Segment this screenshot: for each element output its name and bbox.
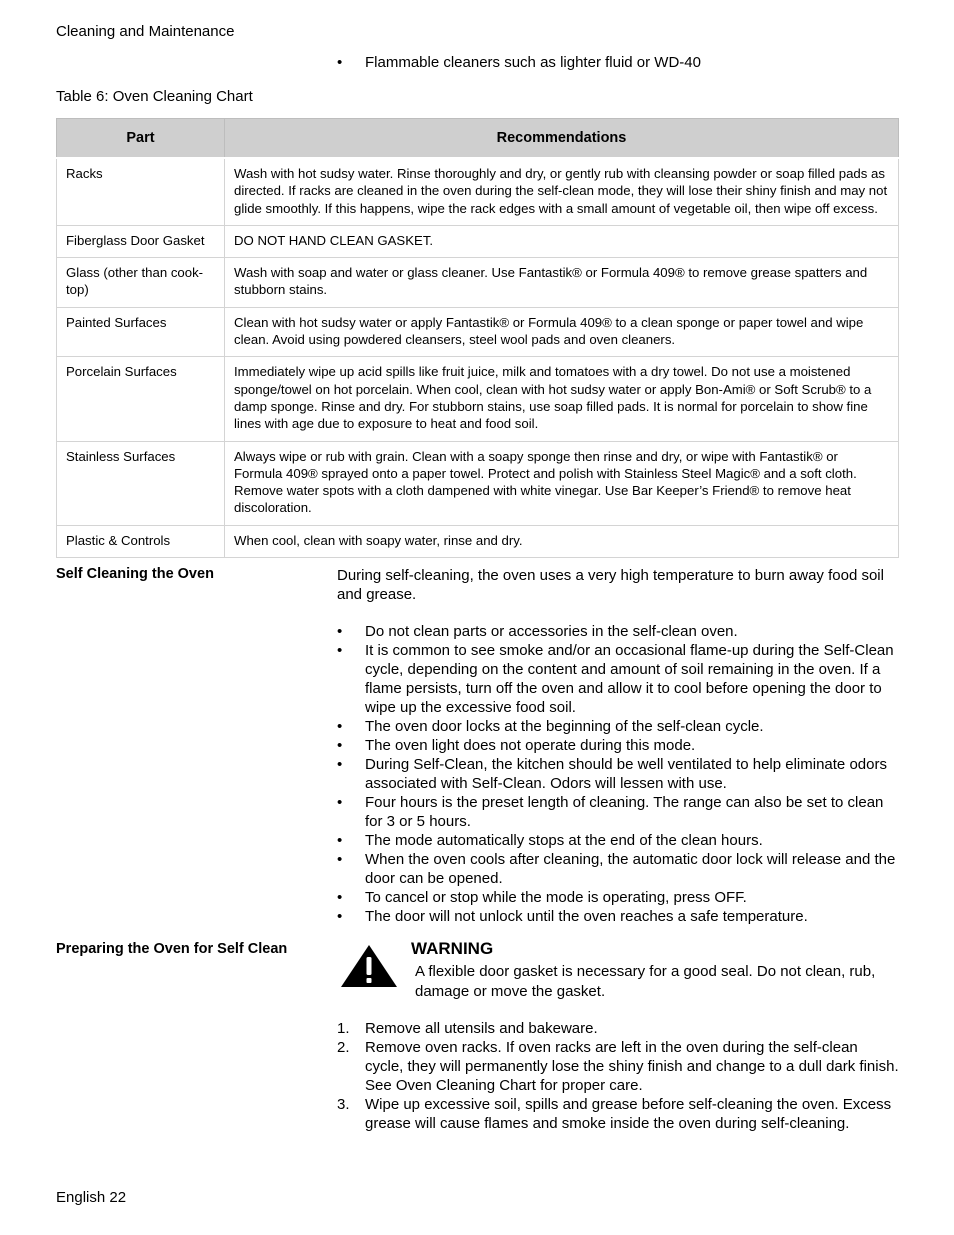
list-item — [337, 1095, 899, 1133]
list-item — [337, 888, 899, 907]
table-row — [57, 441, 899, 525]
list-item — [337, 831, 899, 850]
bullet-text: To cancel or stop while the mode is operating, press OFF. — [365, 889, 747, 906]
part-cell: Porcelain Surfaces — [57, 357, 225, 441]
part-cell: Stainless Surfaces — [57, 441, 225, 525]
recommendation-cell: Immediately wipe up acid spills like fruit juice, milk and tomatoes with a dry towel. Do not use a moistened sponge/towel on hot porcelain. When cool, clean with hot sudsy water or apply Bon-Ami® or Soft Scrub® to a damp sponge. Rinse and dry. For stubborn stains, use soap filled pads. It is normal for porcelain to show fine lines with age due to exposure to heat and food soil. — [225, 357, 899, 441]
bullet-text: Four hours is the preset length of cleaning. The range can also be set to clean for 3 or 5 hours. — [365, 794, 884, 830]
bullet-text: The door will not unlock until the oven reaches a safe temperature. — [365, 908, 808, 925]
warning-triangle-icon — [340, 944, 398, 988]
self-cleaning-bullet-list — [337, 622, 899, 926]
table-row — [57, 258, 899, 308]
recommendation-cell: When cool, clean with soapy water, rinse and dry. — [225, 525, 899, 557]
prepare-self-clean-heading: Preparing the Oven for Self Clean — [56, 941, 288, 957]
prepare-steps-list — [337, 1019, 899, 1133]
bullet-marker: • — [337, 54, 343, 71]
bullet-marker: • — [337, 718, 343, 735]
step-text: Remove oven racks. If oven racks are left in the oven during the self-clean cycle, they will permanently lose the shiny finish and change to a dull dark finish. See Oven Cleaning Chart for proper care. — [365, 1039, 899, 1094]
self-cleaning-intro: During self-cleaning, the oven uses a very high temperature to burn away food soil and grease. — [337, 567, 884, 603]
warning-title: WARNING — [411, 939, 494, 958]
bullet-text: Flammable cleaners such as lighter fluid or WD-40 — [365, 54, 701, 71]
table-row — [57, 357, 899, 441]
bullet-marker: • — [337, 908, 343, 925]
list-item — [337, 641, 899, 717]
recommendation-cell: DO NOT HAND CLEAN GASKET. — [225, 225, 899, 257]
part-cell: Racks — [57, 158, 225, 225]
bullet-marker: • — [337, 832, 343, 849]
list-item — [337, 53, 897, 72]
list-item — [337, 736, 899, 755]
recommendation-cell: Wash with hot sudsy water. Rinse thoroughly and dry, or gently rub with cleansing powder or soap filled pads as directed. If racks are cleaned in the oven during the self-clean mode, they will lose their shiny finish and may not glide smoothly. If this happens, wipe the rack edges with a small amount of vegetable oil, then wipe off excess. — [225, 158, 899, 225]
bullet-marker: • — [337, 642, 343, 659]
bullet-marker: • — [337, 737, 343, 754]
bullet-text: It is common to see smoke and/or an occasional flame-up during the Self-Clean cycle, depending on the content and amount of soil remaining in the oven. If a flame persists, turn off the oven and allow it to cool before opening the door to wipe up the excessive food soil. — [365, 642, 894, 716]
top-bullet — [337, 53, 897, 72]
bullet-text: The mode automatically stops at the end of the clean hours. — [365, 832, 763, 849]
table-row — [57, 525, 899, 557]
list-item — [337, 717, 899, 736]
table-row — [57, 158, 899, 225]
table-row — [57, 225, 899, 257]
list-item — [337, 1019, 899, 1038]
table-row — [57, 307, 899, 357]
recommendation-cell: Clean with hot sudsy water or apply Fantastik® or Formula 409® to a clean sponge or paper towel and wipe clean. Avoid using powdered cleansers, steel wool pads and oven cleaners. — [225, 307, 899, 357]
warning-text: A flexible door gasket is necessary for a good seal. Do not clean, rub, damage or move the gasket. — [415, 963, 876, 1000]
step-number: 2. — [337, 1039, 350, 1056]
list-item — [337, 755, 899, 793]
self-cleaning-heading: Self Cleaning the Oven — [56, 566, 214, 582]
table-caption: Table 6: Oven Cleaning Chart — [56, 88, 253, 105]
step-number: 3. — [337, 1096, 350, 1113]
step-number: 1. — [337, 1020, 350, 1037]
list-item — [337, 907, 899, 926]
bullet-marker: • — [337, 851, 343, 868]
step-text: Wipe up excessive soil, spills and grease before self-cleaning the oven. Excess grease will cause flames and smoke inside the oven during self-cleaning. — [365, 1096, 892, 1132]
column-header-recommendations: Recommendations — [225, 119, 899, 159]
part-cell: Painted Surfaces — [57, 307, 225, 357]
bullet-marker: • — [337, 756, 343, 773]
recommendation-cell: Wash with soap and water or glass cleaner. Use Fantastik® or Formula 409® to remove grease spatters and stubborn stains. — [225, 258, 899, 308]
oven-cleaning-table — [56, 118, 899, 558]
bullet-marker: • — [337, 794, 343, 811]
bullet-marker: • — [337, 889, 343, 906]
bullet-text: The oven light does not operate during this mode. — [365, 737, 696, 754]
bullet-text: During Self-Clean, the kitchen should be well ventilated to help eliminate odors associated with Self-Clean. Odors will lessen with use. — [365, 756, 887, 792]
column-header-part: Part — [57, 119, 225, 159]
list-item — [337, 622, 899, 641]
page-header-title: Cleaning and Maintenance — [56, 23, 235, 40]
list-item — [337, 793, 899, 831]
table-header-row — [57, 119, 899, 159]
list-item — [337, 850, 899, 888]
bullet-text: The oven door locks at the beginning of the self-clean cycle. — [365, 718, 764, 735]
part-cell: Glass (other than cook-top) — [57, 258, 225, 308]
bullet-marker: • — [337, 623, 343, 640]
page-footer: English 22 — [56, 1189, 127, 1206]
bullet-text: Do not clean parts or accessories in the self-clean oven. — [365, 623, 738, 640]
bullet-text: When the oven cools after cleaning, the automatic door lock will release and the door can be opened. — [365, 851, 896, 887]
part-cell: Plastic & Controls — [57, 525, 225, 557]
self-cleaning-body — [337, 566, 899, 926]
step-text: Remove all utensils and bakeware. — [365, 1020, 598, 1037]
list-item — [337, 1038, 899, 1095]
part-cell: Fiberglass Door Gasket — [57, 225, 225, 257]
recommendation-cell: Always wipe or rub with grain. Clean with a soapy sponge then rinse and dry, or wipe with Fantastik® or Formula 409® sprayed onto a paper towel. Protect and polish with Stainless Steel Magic® and a soft cloth. Remove water spots with a cloth dampened with white vinegar. Use Bar Keeper’s Friend® to remove heat discoloration. — [225, 441, 899, 525]
